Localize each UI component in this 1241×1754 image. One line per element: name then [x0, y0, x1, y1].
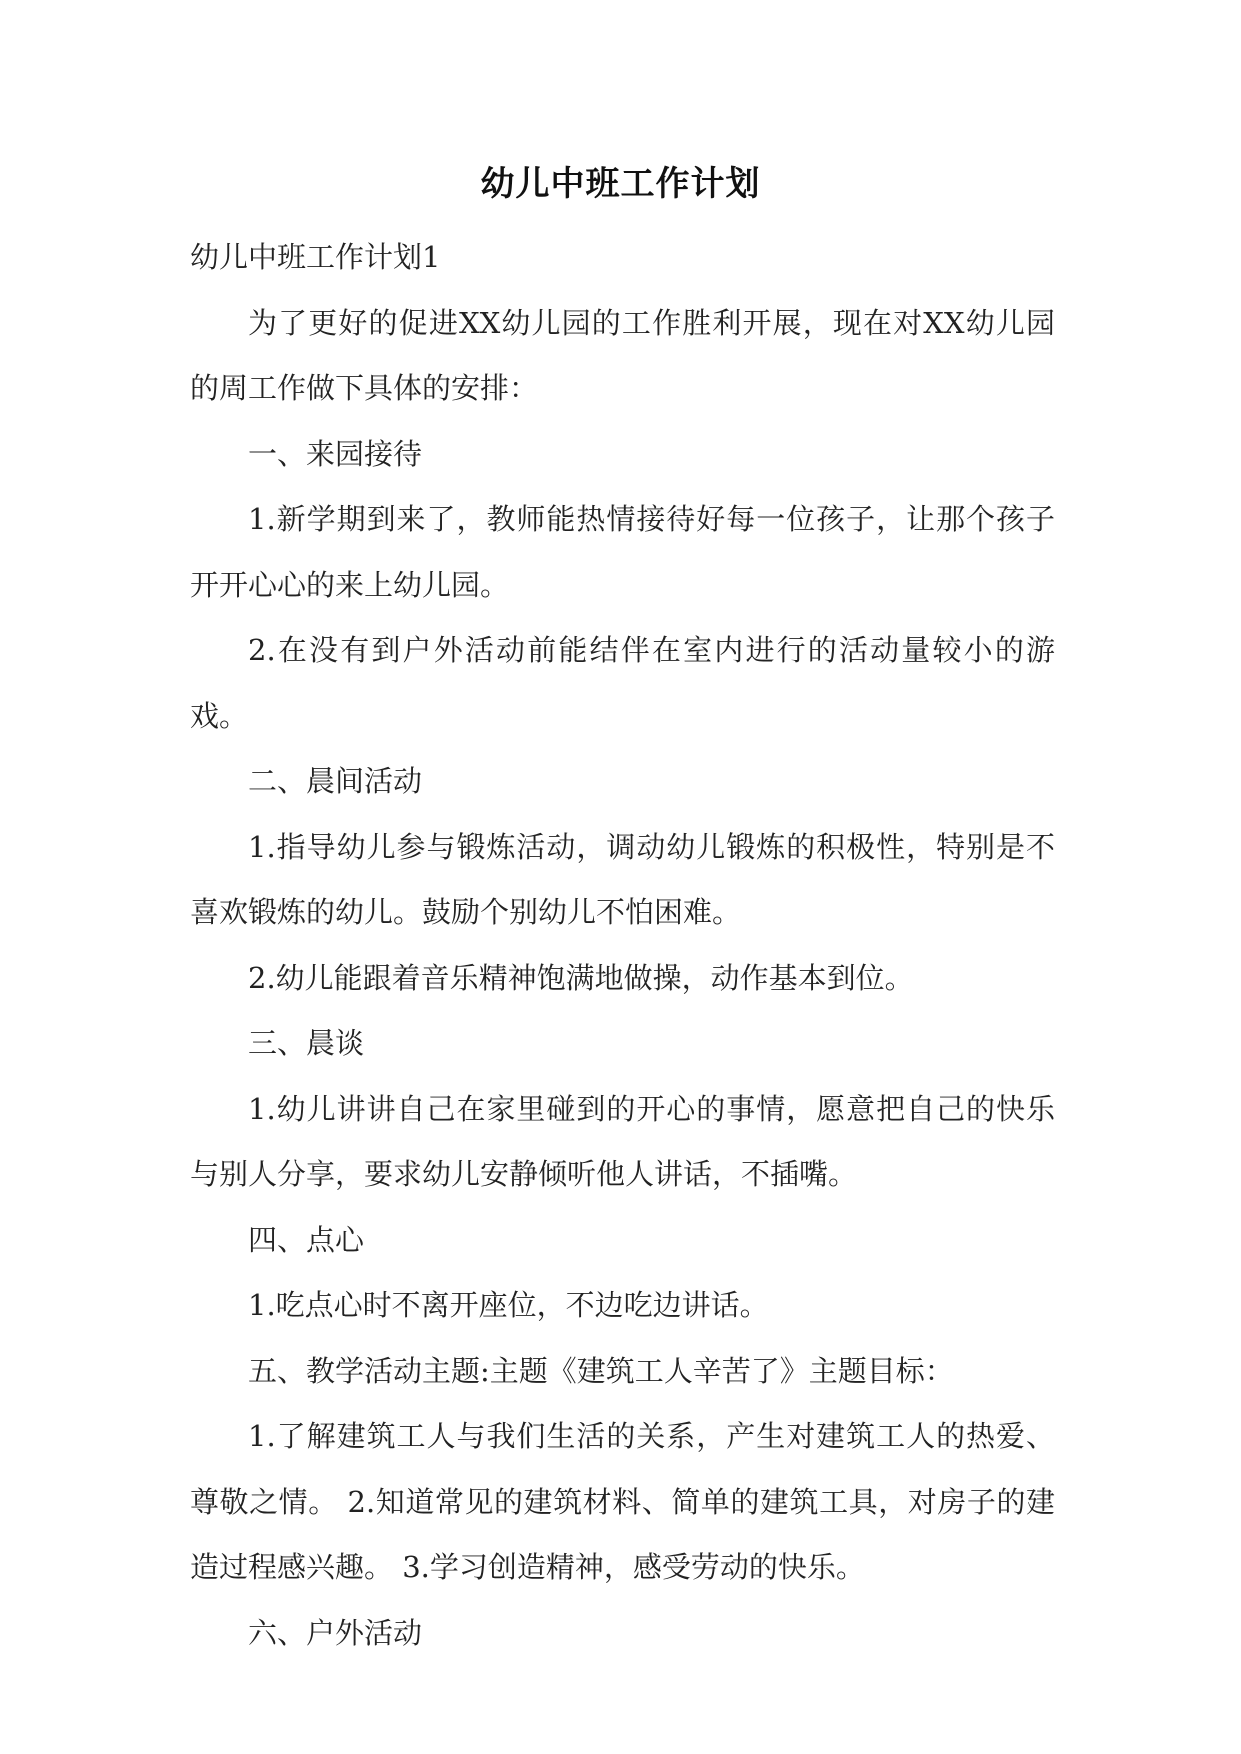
document-body — [190, 225, 1055, 1666]
paragraph-morning-activity-1: 1.指导幼儿参与锻炼活动，调动幼儿锻炼的积极性，特别是不喜欢锻炼的幼儿。鼓励个别幼儿不怕困难。 — [190, 829, 1055, 929]
paragraph-snack-1: 1.吃点心时不离开座位，不边吃边讲话。 — [248, 1288, 769, 1322]
section-heading-morning-activity: 二、晨间活动 — [248, 764, 423, 798]
section-heading-outdoor-activity: 六、户外活动 — [248, 1615, 423, 1650]
document-subtitle: 幼儿中班工作计划1 — [190, 240, 441, 274]
paragraph-reception-2: 2.在没有到户外活动前能结伴在室内进行的活动量较小的游戏。 — [190, 633, 1055, 733]
paragraph-reception-1: 1.新学期到来了，教师能热情接待好每一位孩子，让那个孩子开开心心的来上幼儿园。 — [190, 502, 1055, 602]
paragraph-teaching-goals: 1.了解建筑工人与我们生活的关系，产生对建筑工人的热爱、尊敬之情。 2.知道常见的建筑材料、简单的建筑工具，对房子的建造过程感兴趣。 3.学习创造精神，感受劳动的快乐。 — [190, 1419, 1055, 1584]
section-heading-snack: 四、点心 — [248, 1222, 365, 1257]
section-heading-morning-talk: 三、晨谈 — [248, 1026, 365, 1060]
section-heading-reception: 一、来园接待 — [248, 436, 423, 471]
document-title: 幼儿中班工作计划 — [480, 164, 761, 204]
paragraph-morning-talk-1: 1.幼儿讲讲自己在家里碰到的开心的事情，愿意把自己的快乐与别人分享，要求幼儿安静倾听他人讲话，不插嘴。 — [190, 1091, 1055, 1191]
section-heading-teaching-theme: 五、教学活动主题:主题《建筑工人辛苦了》主题目标： — [248, 1353, 954, 1388]
paragraph-morning-activity-2: 2.幼儿能跟着音乐精神饱满地做操，动作基本到位。 — [248, 960, 914, 995]
intro-paragraph: 为了更好的促进XX幼儿园的工作胜利开展，现在对XX幼儿园的周工作做下具体的安排： — [190, 305, 1055, 405]
